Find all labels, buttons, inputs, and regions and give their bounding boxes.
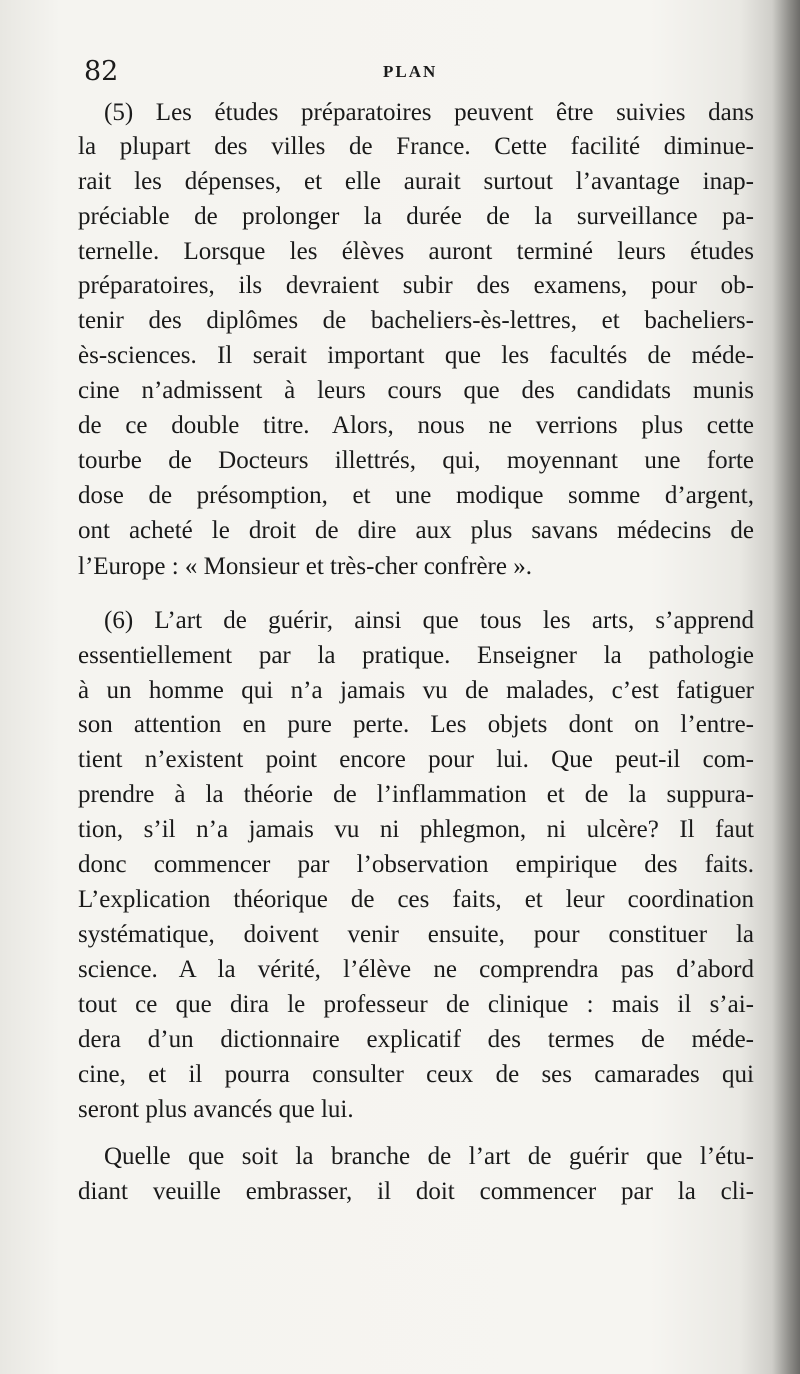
text-line: tourbe de Docteurs illettrés, qui, moyennant une forte [78,447,754,474]
text-line: tient n’existent point encore pour lui. Que peut-il com- [78,746,754,773]
text-line: L’explication théorique de ces faits, et leur coordination [78,886,754,913]
text-line: son attention en pure perte. Les objets dont on l’entre- [78,711,754,738]
text-line: préciable de prolonger la durée de la surveillance pa- [78,203,754,230]
text-line: (6) L’art de guérir, ainsi que tous les arts, s’apprend [104,607,754,634]
text-line: prendre à la théorie de l’inflammation et de la suppura- [78,781,754,808]
text-line: systématique, doivent venir ensuite, pour constituer la [78,921,754,948]
text-line: tion, s’il n’a jamais vu ni phlegmon, ni ulcère? Il faut [78,816,754,843]
text-line: rait les dépenses, et elle aurait surtout l’avantage inap- [78,168,754,195]
text-line: à un homme qui n’a jamais vu de malades, c’est fatiguer [78,677,754,704]
running-title: PLAN [383,62,438,81]
text-line: ternelle. Lorsque les élèves auront terminé leurs études [78,238,754,265]
text-line: seront plus avancés que lui. [78,1096,354,1123]
text-line: cine n’admissent à leurs cours que des candidats munis [78,377,754,404]
text-line: Quelle que soit la branche de l’art de guérir que l’étu- [104,1143,754,1170]
page-header [0,52,800,92]
text-line: tout ce que dira le professeur de clinique : mais il s’ai- [78,991,754,1018]
text-line: préparatoires, ils devraient subir des examens, pour ob- [78,272,754,299]
text-line: essentiellement par la pratique. Enseigner la pathologie [78,642,754,669]
text-line: tenir des diplômes de bacheliers-ès-lettres, et bacheliers- [78,307,754,334]
text-line: l’Europe : « Monsieur et très-cher confrère ». [78,553,532,580]
page-number: 82 [84,56,119,87]
text-line: cine, et il pourra consulter ceux de ses camarades qui [78,1061,754,1088]
text-line: science. A la vérité, l’élève ne comprendra pas d’abord [78,956,754,983]
text-line: de ce double titre. Alors, nous ne verrions plus cette [78,412,754,439]
text-line: donc commencer par l’observation empirique des faits. [78,851,754,878]
text-line: ont acheté le droit de dire aux plus savans médecins de [78,517,754,544]
text-line: dose de présomption, et une modique somme d’argent, [78,482,754,509]
text-line: ès-sciences. Il serait important que les facultés de méde- [78,342,754,369]
text-line: la plupart des villes de France. Cette facilité diminue- [78,133,754,160]
text-line: (5) Les études préparatoires peuvent être suivies dans [104,99,754,126]
text-line: diant veuille embrasser, il doit commencer par la cli- [78,1178,754,1205]
text-line: dera d’un dictionnaire explicatif des termes de méde- [78,1026,754,1053]
